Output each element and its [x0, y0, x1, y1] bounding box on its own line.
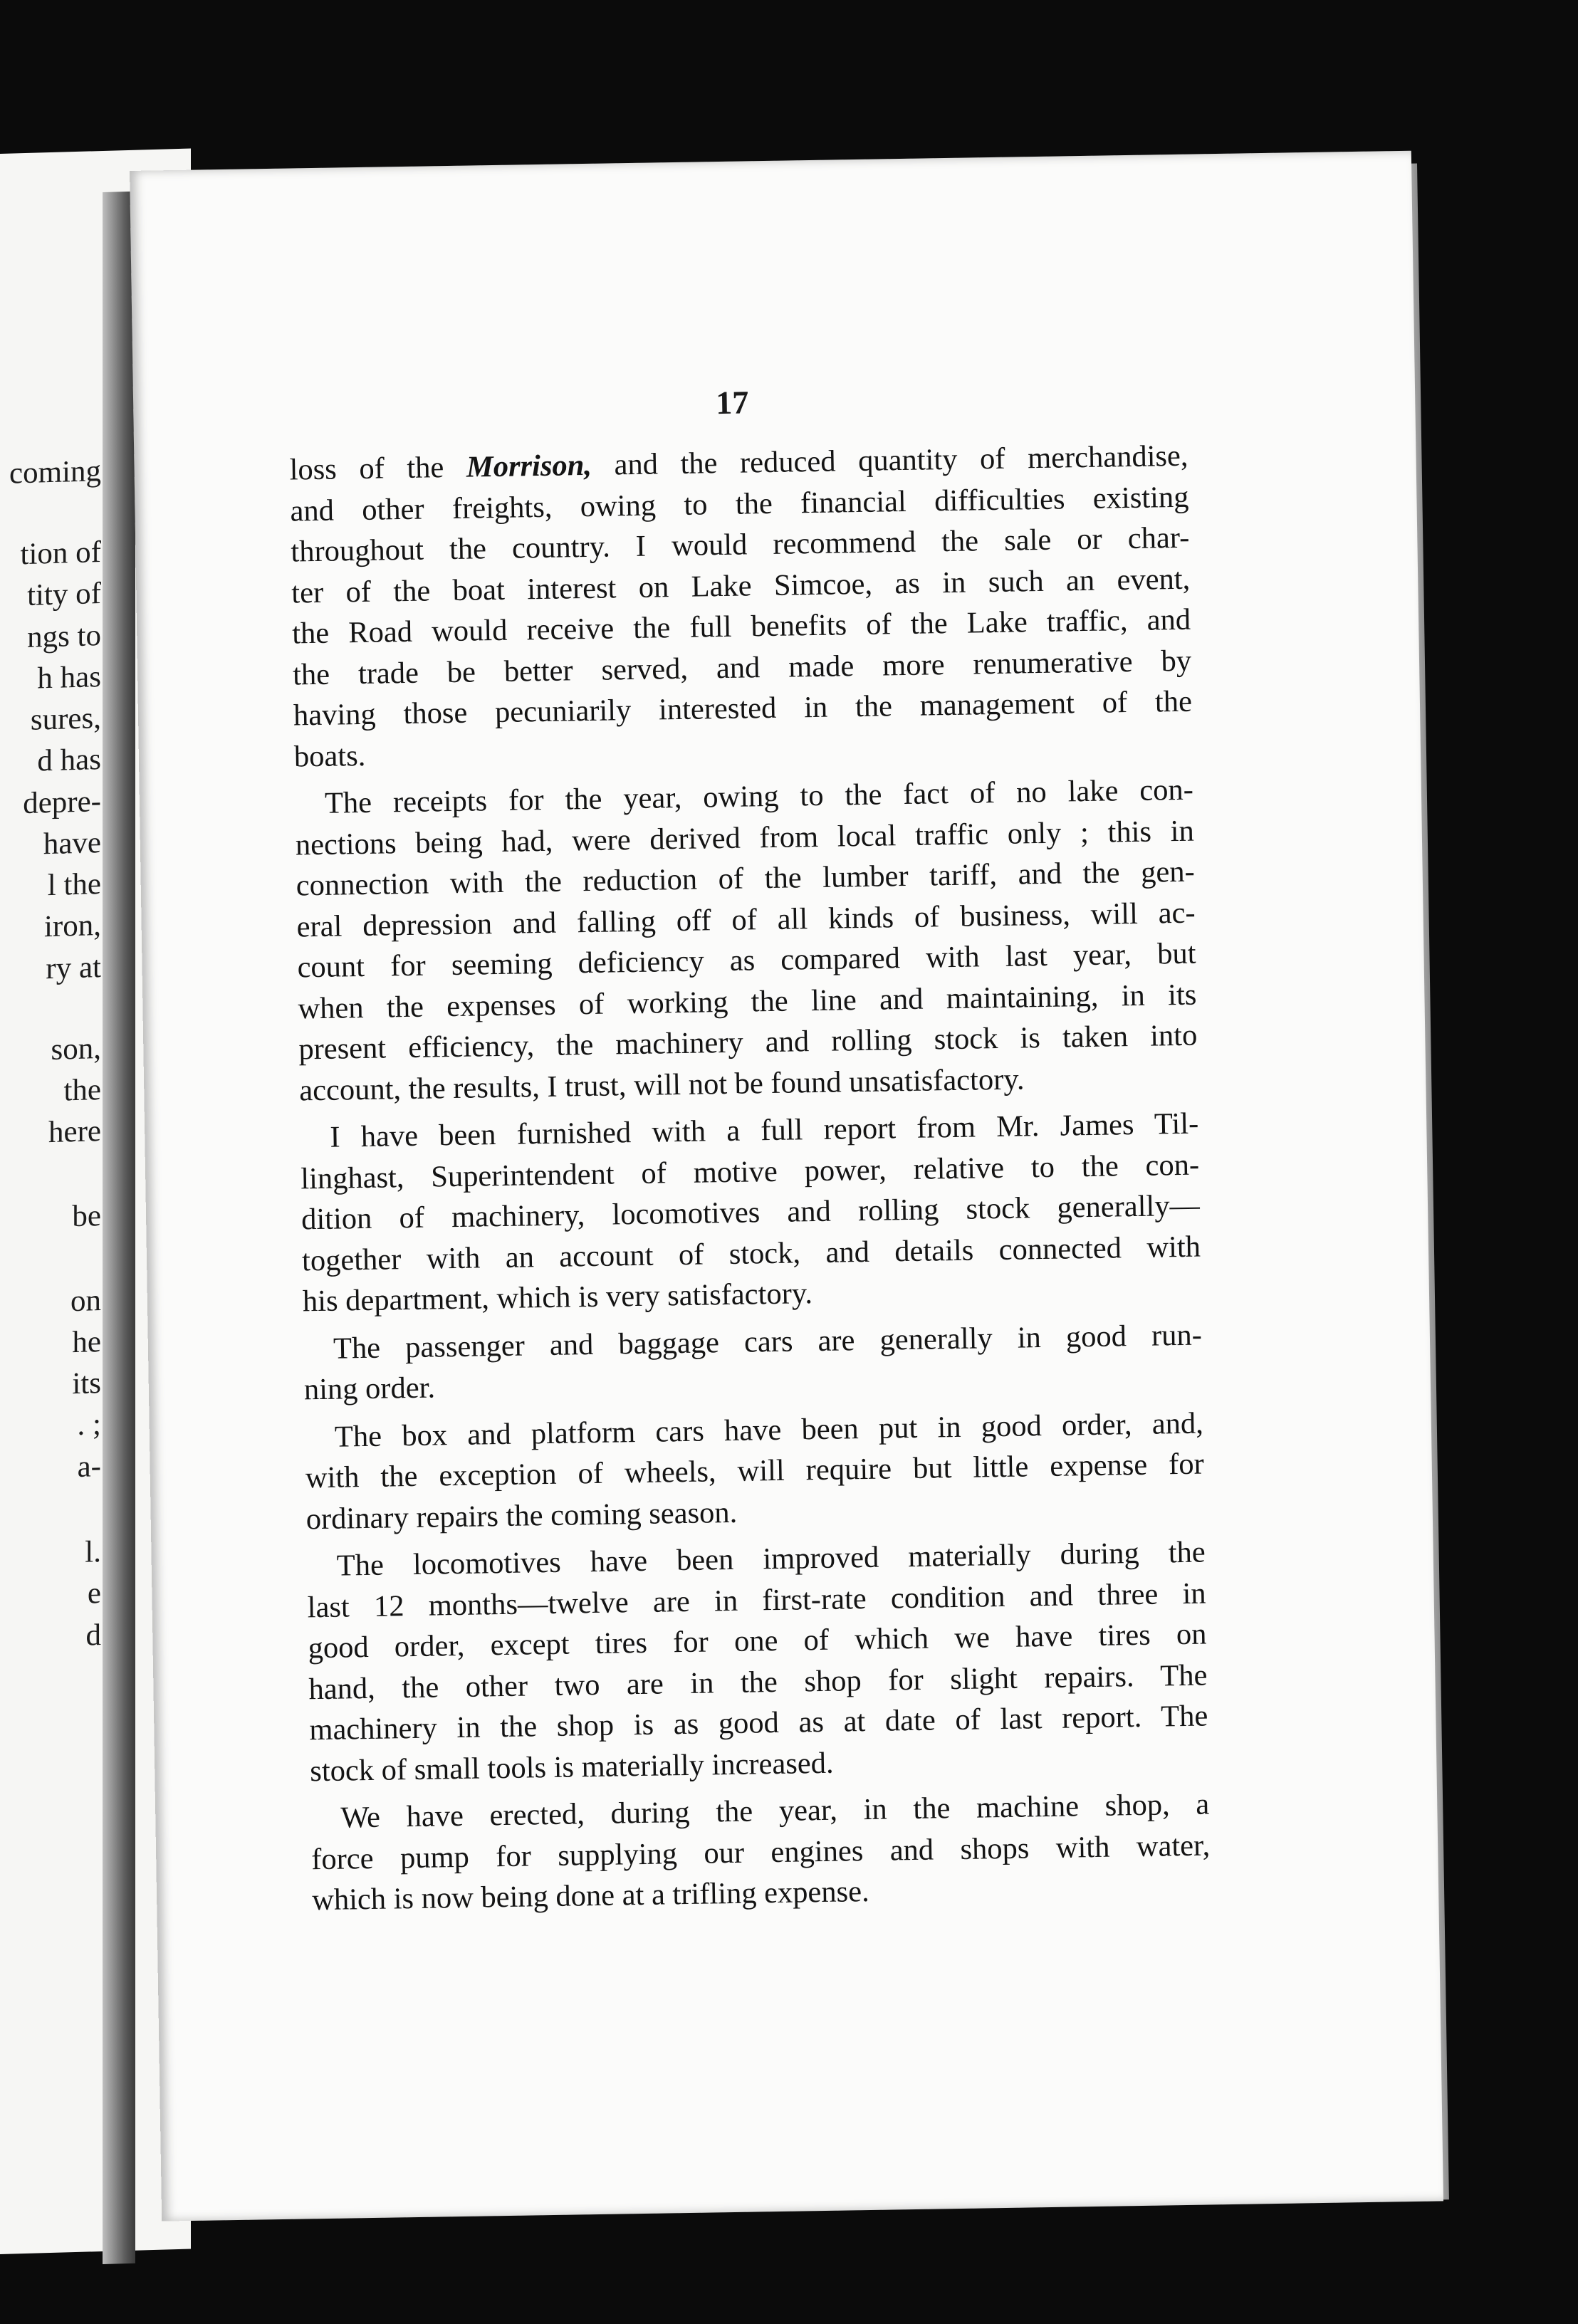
- paragraph: [303, 1314, 1203, 1410]
- italic-ship-name: Morrison,: [466, 448, 592, 484]
- text-segment: connection with the reduction of the lumber tariff, and the gen-: [296, 854, 1196, 903]
- text-segment: the Road would receive the full benefits of the Lake traffic, and: [291, 602, 1191, 651]
- text-segment: loss of the: [289, 450, 467, 487]
- previous-page-fragment: its: [72, 1366, 101, 1401]
- previous-page-fragment: be: [72, 1199, 101, 1234]
- text-segment: eral depression and falling off of all kinds of business, will ac-: [296, 896, 1196, 943]
- text-segment: ordinary repairs the coming season.: [305, 1495, 738, 1536]
- text-segment: and other freights, owing to the financial difficulties existing: [290, 480, 1189, 528]
- previous-page-fragment: coming: [9, 454, 101, 491]
- page-number: 17: [715, 384, 749, 422]
- text-segment: which is now being done at a trifling expense.: [311, 1874, 869, 1917]
- previous-page-fragment: here: [48, 1114, 101, 1150]
- text-segment: and the reduced quantity of merchandise,: [591, 439, 1188, 482]
- text-segment: The box and platform cars have been put in good order, and,: [334, 1406, 1204, 1454]
- text-segment: stock of small tools is materially increased.: [309, 1746, 834, 1788]
- text-segment: together with an account of stock, and details connected with: [301, 1230, 1201, 1277]
- text-segment: good order, except tires for one of which we have tires on: [308, 1617, 1207, 1665]
- previous-page-fragment: e: [87, 1576, 101, 1611]
- previous-page-fragment: d: [85, 1618, 101, 1653]
- previous-page-fragment: ry at: [46, 950, 101, 985]
- text-segment: account, the results, I trust, will not be found unsatisfactory.: [298, 1062, 1025, 1107]
- previous-page-fragment: tion of: [20, 535, 101, 572]
- text-segment: machinery in the shop is as good as at date of last report. The: [309, 1699, 1208, 1747]
- previous-page-fragment: ngs to: [27, 618, 101, 654]
- paragraph: [295, 770, 1198, 1111]
- previous-page-fragment: he: [72, 1324, 101, 1359]
- text-segment: dition of machinery, locomotives and rolling stock generally—: [301, 1188, 1201, 1237]
- previous-page-fragment: son,: [51, 1032, 101, 1067]
- text-segment: boats.: [293, 738, 366, 773]
- text-segment: The passenger and baggage cars are generally in good run-: [333, 1318, 1203, 1366]
- previous-page-fragment: . ;: [77, 1408, 101, 1443]
- book-gutter: [103, 192, 135, 2264]
- paragraph: [305, 1403, 1206, 1539]
- previous-page-fragment: depre-: [23, 784, 101, 820]
- previous-page-fragment: the: [63, 1073, 101, 1108]
- text-segment: the trade be better served, and made more renumerative by: [292, 644, 1192, 691]
- body-text: [289, 436, 1211, 1927]
- paragraph: [306, 1532, 1208, 1792]
- text-segment: present efficiency, the machinery and rolling stock is taken into: [298, 1018, 1198, 1067]
- previous-page-fragment: tity of: [27, 577, 101, 613]
- previous-page-text: [0, 151, 107, 2254]
- page: [130, 151, 1443, 2221]
- previous-page-fragment: on: [70, 1283, 101, 1318]
- text-segment: nections being had, were derived from local traffic only ; this in: [295, 814, 1195, 862]
- text-segment: We have erected, during the year, in the machine shop, a: [340, 1787, 1210, 1835]
- text-segment: with the exception of wheels, will require but little expense for: [305, 1447, 1205, 1495]
- previous-page-fragment: h has: [37, 659, 101, 696]
- text-segment: force pump for supplying our engines and shops with water,: [310, 1828, 1211, 1876]
- text-segment: last 12 months—twelve are in first-rate condition and three in: [307, 1576, 1206, 1624]
- previous-page-fragment: l the: [47, 867, 101, 903]
- text-segment: count for seeming deficiency as compared with last year, but: [297, 936, 1196, 985]
- text-segment: I have been furnished with a full report from Mr. James Til-: [329, 1106, 1199, 1154]
- previous-page-fragment: a-: [77, 1449, 101, 1484]
- text-segment: when the expenses of working the line and maintaining, in its: [298, 978, 1197, 1025]
- text-segment: his department, which is very satisfactory.: [302, 1277, 813, 1319]
- paragraph: [289, 436, 1193, 778]
- text-segment: The locomotives have been improved materially during the: [336, 1535, 1206, 1583]
- previous-page-fragment: l.: [85, 1535, 101, 1569]
- previous-page-fragment: have: [43, 825, 101, 862]
- text-segment: hand, the other two are in the shop for slight repairs. The: [308, 1658, 1208, 1706]
- text-segment: throughout the country. I would recommend the sale or char-: [291, 520, 1190, 569]
- text-segment: linghast, Superintendent of motive power, relative to the con-: [300, 1148, 1200, 1195]
- paragraph: [310, 1784, 1211, 1920]
- previous-page-fragment: d has: [37, 743, 101, 778]
- text-segment: The receipts for the year, owing to the fact of no lake con-: [324, 773, 1194, 820]
- text-segment: ning order.: [303, 1371, 436, 1407]
- text-segment: having those pecuniarily interested in the management of the: [293, 684, 1193, 733]
- paragraph: [300, 1104, 1201, 1322]
- previous-page-fragment: sures,: [30, 701, 101, 737]
- text-segment: ter of the boat interest on Lake Simcoe, as in such an event,: [291, 562, 1191, 609]
- previous-page-fragment: iron,: [43, 909, 101, 944]
